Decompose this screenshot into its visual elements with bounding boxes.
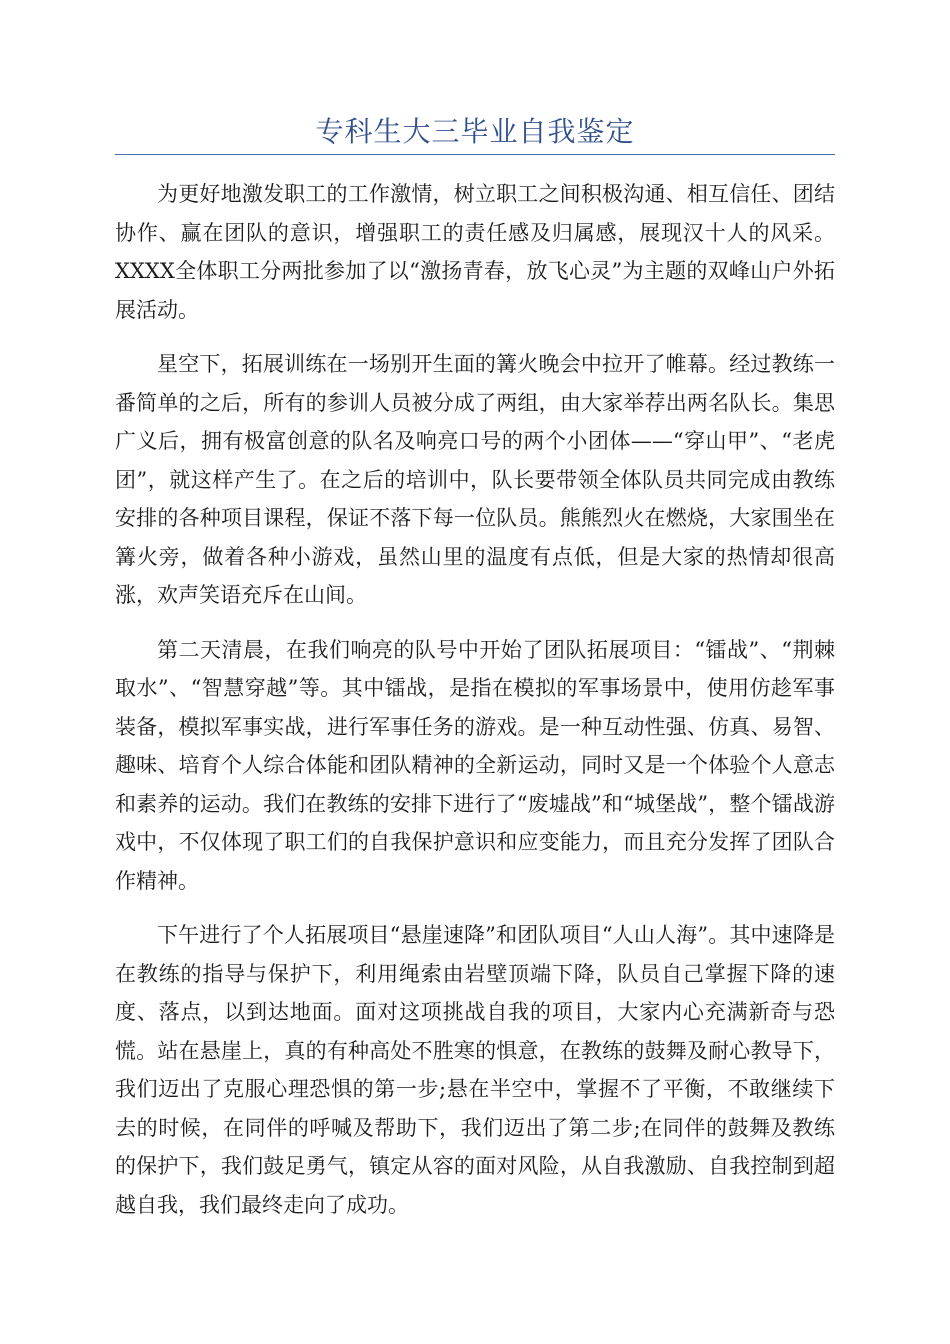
paragraph-2: 星空下，拓展训练在一场别开生面的篝火晚会中拉开了帷幕。经过教练一番简单的之后，所有的参训人员被分成了两组，由大家举荐出两名队长。集思广义后，拥有极富创意的队名及响亮口号的两个小团体——“穿山甲”、“老虎团”，就这样产生了。在之后的培训中，队长要带领全体队员共同完成由教练安排的各种项目课程，保证不落下每一位队员。熊熊烈火在燃烧，大家围坐在篝火旁，做着各种小游戏，虽然山里的温度有点低，但是大家的热情却很高涨，欢声笑语充斥在山间。 <box>115 352 835 607</box>
paragraph-1: 为更好地激发职工的工作激情，树立职工之间积极沟通、相互信任、团结协作、赢在团队的意识，增强职工的责任感及归属感，展现汉十人的风采。XXXX全体职工分两批参加了以“激扬青春，放飞心灵”为主题的双峰山户外拓展活动。 <box>115 182 835 322</box>
paragraph-3: 第二天清晨，在我们响亮的队号中开始了团队拓展项目：“镭战”、“荆棘取水”、“智慧穿越”等。其中镭战，是指在模拟的军事场景中，使用仿趁军事装备，模拟军事实战，进行军事任务的游戏。是一种互动性强、仿真、易智、趣味、培育个人综合体能和团队精神的全新运动，同时又是一个体验个人意志和素养的运动。我们在教练的安排下进行了“废墟战”和“城堡战”，整个镭战游戏中，不仅体现了职工们的自我保护意识和应变能力，而且充分发挥了团队合作精神。 <box>115 637 835 893</box>
document-title: 专科生大三毕业自我鉴定 <box>315 115 635 148</box>
paragraph-4: 下午进行了个人拓展项目“悬崖速降”和团队项目“人山人海”。其中速降是在教练的指导与保护下，利用绳索由岩壁顶端下降，队员自己掌握下降的速度、落点，以到达地面。面对这项挑战自我的项目，大家内心充满新奇与恐慌。站在悬崖上，真的有种高处不胜寒的惧意，在教练的鼓舞及耐心教导下，我们迈出了克服心理恐惧的第一步;悬在半空中，掌握不了平衡，不敢继续下去的时候，在同伴的呼喊及帮助下，我们迈出了第二步;在同伴的鼓舞及教练的保护下，我们鼓足勇气，镇定从容的面对风险，从自我激励、自我控制到超越自我，我们最终走向了成功。 <box>115 923 835 1217</box>
document-body <box>115 175 835 1240</box>
title-underline <box>115 154 835 155</box>
